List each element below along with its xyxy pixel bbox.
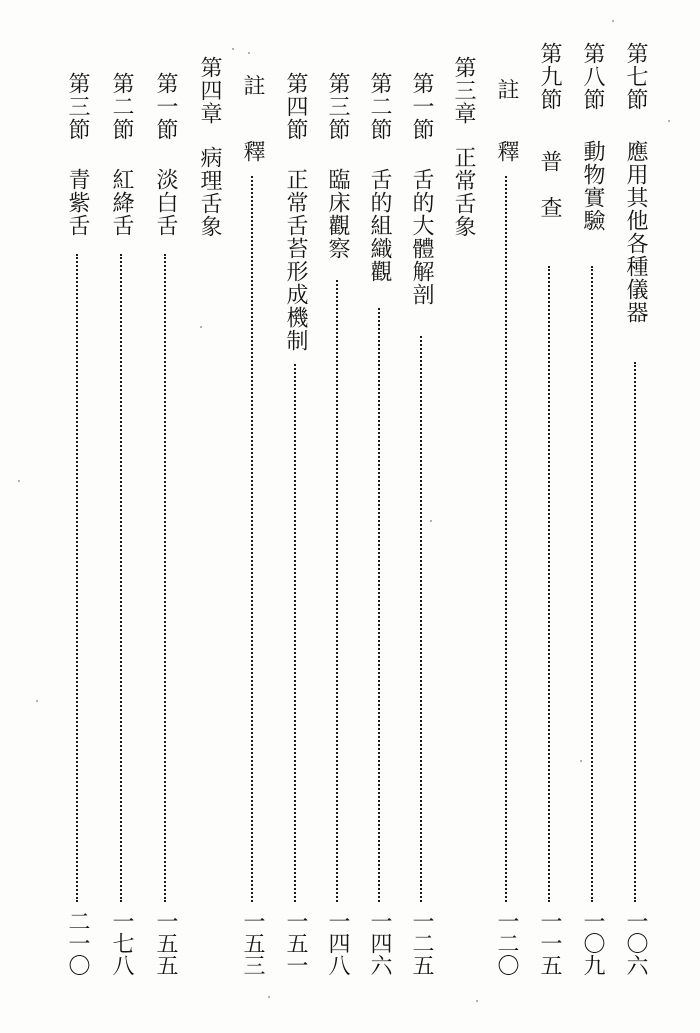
entry-label: 第四節 bbox=[283, 72, 308, 141]
chapter-title: 正常舌象 bbox=[451, 146, 476, 238]
dot-leader bbox=[251, 176, 253, 902]
entry-label: 第八節 bbox=[580, 42, 605, 111]
chapter-title: 病理舌象 bbox=[197, 146, 222, 238]
scan-speck bbox=[232, 48, 234, 50]
entry-page-number: 一五三 bbox=[240, 910, 265, 976]
chapter-label: 第四章 bbox=[197, 56, 222, 125]
entry-label: 註 bbox=[494, 78, 519, 101]
entry-page-number: 一〇六 bbox=[623, 910, 648, 976]
entry-title: 動物實驗 bbox=[580, 140, 605, 232]
dot-leader bbox=[76, 254, 78, 902]
scan-speck bbox=[580, 760, 582, 762]
dot-leader bbox=[548, 266, 550, 902]
dot-leader bbox=[591, 266, 593, 902]
entry-page-number: 一四六 bbox=[367, 910, 392, 976]
entry-title: 普 查 bbox=[537, 150, 562, 219]
entry-label: 第一節 bbox=[153, 72, 178, 141]
entry-page-number: 一四八 bbox=[325, 910, 350, 976]
entry-page-number: 一二〇 bbox=[494, 910, 519, 976]
entry-title: 青紫舌 bbox=[65, 168, 90, 237]
dot-leader bbox=[336, 280, 338, 902]
scan-speck bbox=[476, 1000, 478, 1002]
entry-title: 紅絳舌 bbox=[109, 168, 134, 237]
entry-title: 釋 bbox=[240, 140, 265, 163]
entry-page-number: 一二五 bbox=[409, 910, 434, 976]
dot-leader bbox=[120, 254, 122, 902]
entry-page-number: 一七八 bbox=[109, 910, 134, 976]
entry-page-number: 一一五 bbox=[537, 910, 562, 976]
entry-page-number: 一五一 bbox=[283, 910, 308, 976]
entry-title: 釋 bbox=[494, 140, 519, 163]
entry-title: 舌的組織觀 bbox=[367, 168, 392, 283]
dot-leader bbox=[378, 308, 380, 902]
chapter-label: 第三章 bbox=[451, 56, 476, 125]
scan-speck bbox=[18, 480, 20, 482]
dot-leader bbox=[505, 176, 507, 902]
entry-label: 註 bbox=[240, 74, 265, 97]
entry-title: 正常舌苔形成機制 bbox=[283, 168, 308, 352]
entry-page-number: 二一〇 bbox=[65, 910, 90, 976]
entry-title: 臨床觀察 bbox=[325, 168, 350, 260]
dot-leader bbox=[420, 336, 422, 902]
entry-label: 第三節 bbox=[65, 72, 90, 141]
scan-speck bbox=[268, 996, 270, 998]
dot-leader bbox=[634, 362, 636, 902]
entry-page-number: 一五五 bbox=[153, 910, 178, 976]
entry-label: 第一節 bbox=[409, 72, 434, 141]
entry-title: 淡白舌 bbox=[153, 168, 178, 237]
scan-speck bbox=[36, 700, 38, 702]
scan-speck bbox=[200, 326, 202, 328]
scan-speck bbox=[612, 20, 614, 22]
entry-label: 第二節 bbox=[109, 72, 134, 141]
scan-speck bbox=[248, 52, 250, 54]
scan-speck bbox=[668, 120, 670, 122]
entry-page-number: 一〇九 bbox=[580, 910, 605, 976]
entry-label: 第九節 bbox=[537, 42, 562, 111]
entry-label: 第七節 bbox=[623, 42, 648, 111]
entry-title: 舌的大體解剖 bbox=[409, 168, 434, 306]
entry-label: 第二節 bbox=[367, 72, 392, 141]
dot-leader bbox=[164, 254, 166, 902]
entry-label: 第三節 bbox=[325, 72, 350, 141]
scan-speck bbox=[430, 520, 432, 522]
dot-leader bbox=[294, 364, 296, 902]
entry-title: 應用其他各種儀器 bbox=[623, 140, 648, 324]
